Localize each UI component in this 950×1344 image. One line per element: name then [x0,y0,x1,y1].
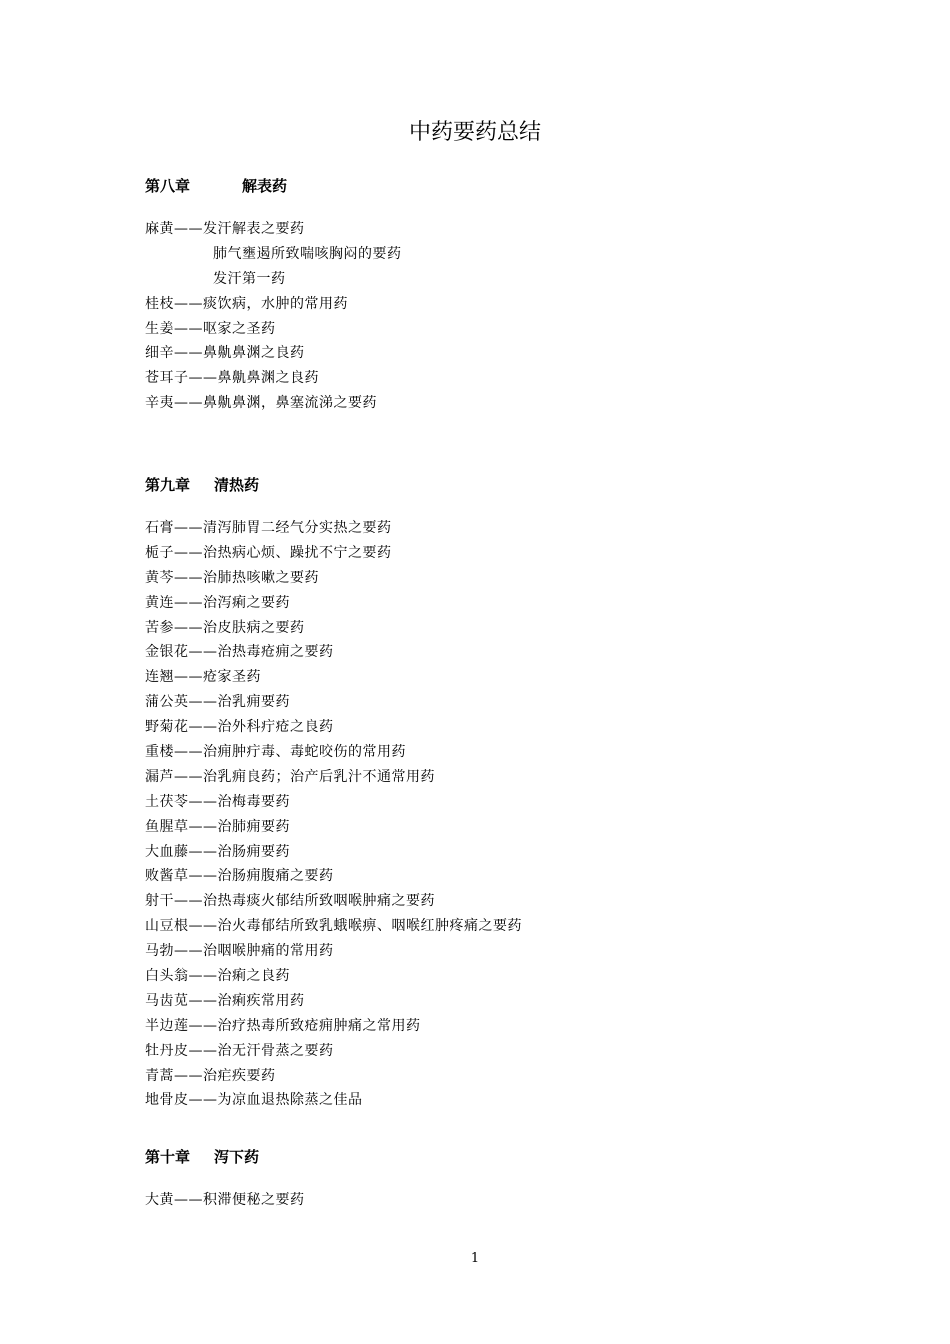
chapter-heading [145,175,287,197]
herb-entry: 大血藤——治肠痈要药 [145,843,290,860]
chapter-heading [145,1146,259,1168]
herb-entry: 辛夷——鼻鼽鼻渊，鼻塞流涕之要药 [145,395,377,412]
chapter-heading [145,474,259,496]
herb-entry: 山豆根——治火毒郁结所致乳蛾喉痹、咽喉红肿疼痛之要药 [145,918,522,935]
herb-entry: 马勃——治咽喉肿痛的常用药 [145,943,334,960]
herb-entry: 射干——治热毒痰火郁结所致咽喉肿痛之要药 [145,893,435,910]
chapter-name: 解表药 [242,177,288,195]
herb-entry: 苍耳子——鼻鼽鼻渊之良药 [145,370,319,387]
herb-entry: 麻黄——发汗解表之要药 [145,221,305,237]
herb-entry: 野菊花——治外科疔疮之良药 [145,719,334,736]
herb-entry: 黄芩——治肺热咳嗽之要药 [145,569,319,586]
herb-entry: 石膏——清泻肺胃二经气分实热之要药 [145,520,392,536]
herb-entry-continuation: 肺气壅遏所致喘咳胸闷的要药 [213,245,402,262]
page-number: 1 [470,1251,480,1266]
document-title: 中药要药总结 [408,120,541,145]
herb-entry: 地骨皮——为凉血退热除蒸之佳品 [145,1092,363,1109]
herb-entry: 蒲公英——治乳痈要药 [145,694,290,711]
herb-entry: 鱼腥草——治肺痈要药 [145,818,290,835]
herb-list [145,1188,305,1213]
herb-entry: 细辛——鼻鼽鼻渊之良药 [145,345,305,362]
herb-entry: 金银花——治热毒疮痈之要药 [145,644,334,661]
herb-entry: 土茯苓——治梅毒要药 [145,793,290,810]
herb-entry: 黄连——治泻痢之要药 [145,594,290,611]
herb-entry: 生姜——呕家之圣药 [145,320,276,337]
herb-entry: 马齿苋——治痢疾常用药 [145,992,305,1009]
chapter-label: 第九章 [145,476,191,494]
herb-entry-continuation: 发汗第一药 [213,270,286,287]
herb-entry: 青蒿——治疟疾要药 [145,1067,276,1084]
herb-entry: 苦参——治皮肤病之要药 [145,619,305,636]
herb-list [145,217,402,416]
herb-list [145,516,522,1113]
chapter-label: 第八章 [145,177,191,195]
herb-entry: 大黄——积滞便秘之要药 [145,1192,305,1208]
herb-entry: 栀子——治热病心烦、躁扰不宁之要药 [145,544,392,561]
herb-entry: 连翘——疮家圣药 [145,669,261,686]
chapter-label: 第十章 [145,1148,191,1166]
herb-entry: 半边莲——治疗热毒所致疮痈肿痛之常用药 [145,1017,421,1034]
herb-entry: 桂枝——痰饮病，水肿的常用药 [145,295,348,312]
chapter-name: 清热药 [214,476,260,494]
herb-entry: 漏芦——治乳痈良药；治产后乳汁不通常用药 [145,768,435,785]
herb-entry: 重楼——治痈肿疔毒、毒蛇咬伤的常用药 [145,744,406,761]
herb-entry: 败酱草——治肠痈腹痛之要药 [145,868,334,885]
herb-entry: 牡丹皮——治无汗骨蒸之要药 [145,1042,334,1059]
chapter-name: 泻下药 [214,1148,260,1166]
herb-entry: 白头翁——治痢之良药 [145,968,290,985]
